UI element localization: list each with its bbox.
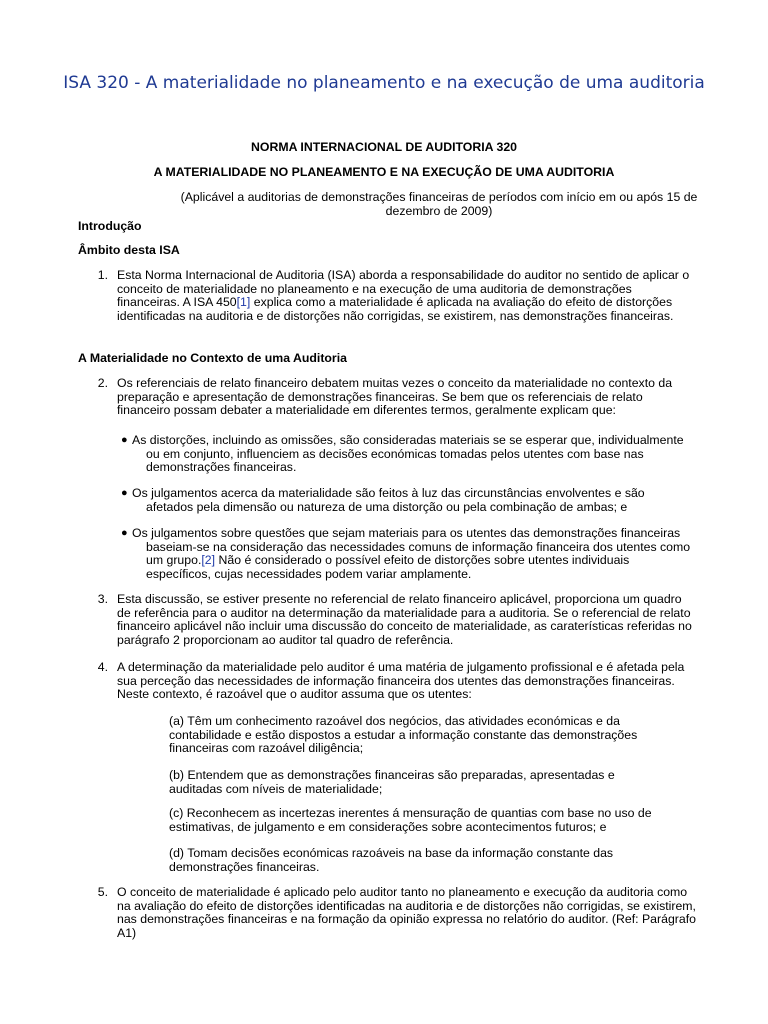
section-materiality-context: A Materialidade no Contexto de uma Auditoria bbox=[78, 351, 347, 365]
subitem-b: (b) Entendem que as demonstrações financeiras são preparadas, apresentadas e auditadas com níveis de materialidade; bbox=[169, 768, 615, 796]
footnote-link-1[interactable]: [1] bbox=[236, 295, 251, 310]
standard-subheading: A MATERIALIDADE NO PLANEAMENTO E NA EXECUÇÃO DE UMA AUDITORIA bbox=[153, 165, 615, 179]
paragraph-number: 2. bbox=[97, 376, 108, 390]
bullet-item-2 bbox=[132, 487, 692, 514]
section-scope: Âmbito desta ISA bbox=[78, 243, 180, 257]
paragraph-number: 1. bbox=[97, 268, 108, 282]
section-introduction: Introdução bbox=[78, 219, 142, 233]
paragraph-2: Os referenciais de relato financeiro debatem muitas vezes o conceito da materialidade no contexto da preparação e apresentação de demonstrações financeiras. Se bem que os referenciais de relato financeiro possam debater a materialidade em diferentes termos, geralmente explicam que: bbox=[117, 376, 673, 418]
bullet-icon: ● bbox=[121, 527, 128, 539]
paragraph-number: 4. bbox=[97, 660, 108, 674]
paragraph-5: O conceito de materialidade é aplicado pelo auditor tanto no planeamento e execução da auditoria como na avaliação do efeito de distorções identificadas na auditoria e de distorções não corrigidas, se existirem, nas demonstrações financeiras e na formação da opinião expressa no relatório do auditor. (Ref: Parágrafo A1) bbox=[117, 885, 696, 940]
bullet-item-3-content bbox=[132, 527, 692, 581]
footnote-link-2[interactable]: [2] bbox=[201, 553, 216, 568]
subitem-a: (a) Têm um conhecimento razoável dos negócios, das atividades económicas e da contabilidade e estão dispostos a estudar a informação constante das demonstrações financeiras com razoável diligência; bbox=[169, 714, 638, 756]
paragraph-4: A determinação da materialidade pelo auditor é uma matéria de julgamento profissional e é afetada pela sua perceção das necessidades de informação financeira dos utentes das demonstrações financeiras. Neste contexto, é razoável que o auditor assuma que os utentes: bbox=[117, 660, 685, 702]
bullet-item-1-text: As distorções, incluindo as omissões, são consideradas materiais se se esperar que, individualmente ou em conjunto, influenciem as decisões económicas tomadas pelos utentes com base nas demonstrações financeiras. bbox=[132, 433, 684, 475]
bullet-item-3-text: Os julgamentos sobre questões que sejam materiais para os utentes das demonstrações financeiras baseiam-se na consideração das necessidades comuns de informação financeira dos utentes como um grupo. bbox=[132, 526, 691, 568]
paragraph-1-text: Esta Norma Internacional de Auditoria (ISA) aborda a responsabilidade do auditor no sentido de aplicar o conceito de materialidade no planeamento e na execução de uma auditoria de demonstrações financeiras. A ISA 450 bbox=[117, 268, 690, 310]
bullet-item-3 bbox=[132, 527, 692, 581]
subitem-c: (c) Reconhecem as incertezas inerentes á mensuração de quantias com base no uso de estimativas, de julgamento e em considerações sobre acontecimentos futuros; e bbox=[169, 806, 652, 834]
bullet-item-3-text-cont: Não é considerado o possível efeito de distorções sobre utentes individuais específicos, cujas necessidades podem variar amplamente. bbox=[146, 553, 630, 581]
paragraph-1 bbox=[117, 269, 697, 323]
paragraph-3: Esta discussão, se estiver presente no referencial de relato financeiro aplicável, proporciona um quadro de referência para o auditor na determinação da materialidade para a auditoria. Se o referencial de relato financeiro aplicável não incluir uma discussão do conceito de materialidade, as caraterísticas referidas no parágrafo 2 proporcionam ao auditor tal quadro de referência. bbox=[117, 592, 692, 647]
paragraph-1-text-cont: explica como a materialidade é aplicada na avaliação do efeito de distorções identificadas na auditoria e de distorções não corrigidas, se existirem, nas demonstrações financeiras. bbox=[117, 295, 674, 323]
bullet-item-1 bbox=[132, 434, 692, 475]
bullet-icon: ● bbox=[121, 434, 128, 446]
bullet-icon: ● bbox=[121, 487, 128, 499]
paragraph-number: 3. bbox=[97, 592, 108, 606]
standard-heading: NORMA INTERNACIONAL DE AUDITORIA 320 bbox=[251, 140, 517, 154]
paragraph-number: 5. bbox=[97, 885, 108, 899]
applicability-note: (Aplicável a auditorias de demonstrações financeiras de períodos com início em ou após 15 de dezembro de 2009) bbox=[180, 190, 698, 218]
document-title: ISA 320 - A materialidade no planeamento e na execução de uma auditoria bbox=[63, 73, 705, 93]
subitem-d: (d) Tomam decisões económicas razoáveis na base da informação constante das demonstrações financeiras. bbox=[169, 846, 614, 874]
bullet-item-2-text: Os julgamentos acerca da materialidade são feitos à luz das circunstâncias envolventes e são afetados pela dimensão ou natureza de uma distorção ou pela combinação de ambas; e bbox=[132, 486, 645, 514]
